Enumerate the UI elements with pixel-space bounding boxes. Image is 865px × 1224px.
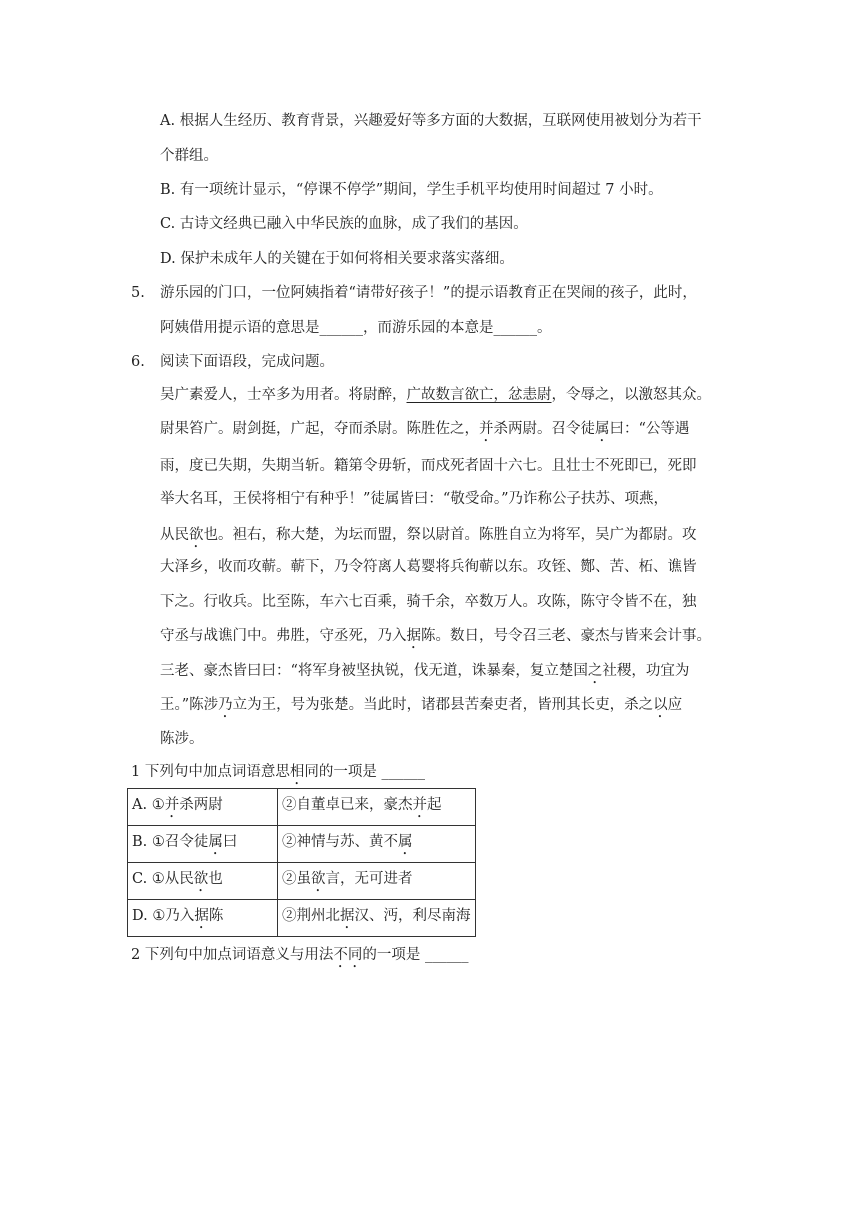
dotted-word: 属 bbox=[398, 834, 413, 850]
option-a-line1: A. 根据人生经历、教育背景，兴趣爱好等多方面的大数据，互联网使用被划分为若干 bbox=[160, 113, 702, 129]
option-cell-left bbox=[128, 900, 278, 937]
option-a-line2: 个群组。 bbox=[160, 148, 218, 164]
option-cell-left bbox=[128, 789, 278, 826]
passage-line: 守丞与战谯门中。弗胜，守丞死，乃入据陈。数日，号令召三老、豪杰与皆来会计事。 bbox=[160, 628, 711, 644]
options-table bbox=[127, 788, 476, 937]
sub-question-1: 1 下列句中加点词语意思相同的一项是 ______ bbox=[131, 764, 425, 780]
dotted-word: 据 bbox=[340, 908, 355, 924]
sub-question-2: 2 下列句中加点词语意义与用法不同的一项是 ______ bbox=[131, 947, 469, 963]
dotted-word: 相 bbox=[289, 764, 305, 780]
question-5-number: 5. bbox=[131, 285, 145, 301]
underlined-phrase: 广故数言欲亡，忿恚尉 bbox=[406, 387, 552, 403]
passage-line: 三老、豪杰皆曰曰：“将军身被坚执锐，伐无道，诛暴秦，复立楚国之社稷，功宜为 bbox=[160, 663, 690, 679]
cell-text: 曰 bbox=[222, 834, 238, 850]
dotted-word: 并 bbox=[164, 797, 180, 813]
passage-line: 雨，度已失期，失期当斩。籍第令毋斩，而戍死者固十六七。且壮士不死即已，死即 bbox=[160, 458, 697, 474]
dotted-word: 属 bbox=[595, 421, 610, 437]
option-c: C. 古诗文经典已融入中华民族的血脉，成了我们的基因。 bbox=[160, 216, 528, 232]
table-row bbox=[128, 863, 476, 900]
cell-text: ②虽 bbox=[282, 871, 311, 887]
cell-text: ②荆州北 bbox=[282, 908, 340, 924]
cell-text: 起 bbox=[427, 797, 442, 813]
cell-text: 言，无可进者 bbox=[325, 871, 413, 887]
option-cell-left bbox=[128, 826, 278, 863]
dotted-word: 欲 bbox=[311, 871, 326, 887]
table-row bbox=[128, 900, 476, 937]
cell-text: D. ①乃入 bbox=[132, 908, 195, 924]
option-d: D. 保护未成年人的关键在于如何将相关要求落实落细。 bbox=[160, 251, 514, 267]
option-cell-left bbox=[128, 863, 278, 900]
cell-text: B. ①召令徒 bbox=[132, 834, 209, 850]
passage-line: 陈涉。 bbox=[160, 731, 204, 747]
dotted-word: 据 bbox=[406, 628, 421, 644]
passage-line: 举大名耳，王侯将相宁有种乎！”徒属皆曰：“敬受命。”乃诈称公子扶苏、项燕， bbox=[160, 491, 668, 507]
option-b: B. 有一项统计显示，“停课不停学”期间，学生手机平均使用时间超过 7 小时。 bbox=[160, 182, 663, 198]
dotted-word: 并 bbox=[412, 797, 427, 813]
dotted-word: 不 bbox=[333, 947, 348, 963]
option-cell-right bbox=[278, 789, 476, 826]
option-cell-right bbox=[278, 900, 476, 937]
dotted-word: 以 bbox=[653, 697, 668, 713]
cell-text: 汉、沔，利尽南海 bbox=[354, 908, 471, 924]
dotted-word: 同 bbox=[347, 947, 363, 963]
passage-line: 大泽乡，收而攻蕲。蕲下，乃令符离人葛婴将兵徇蕲以东。攻铚、酂、苦、柘、谯皆 bbox=[160, 559, 697, 575]
table-row bbox=[128, 826, 476, 863]
dotted-word: 欲 bbox=[193, 871, 209, 887]
dotted-word: 并 bbox=[479, 421, 494, 437]
option-cell-right bbox=[278, 863, 476, 900]
cell-text: A. ① bbox=[132, 797, 165, 813]
cell-text: 杀两尉 bbox=[179, 797, 223, 813]
cell-text: 陈 bbox=[208, 908, 224, 924]
cell-text: ②神情与苏、黄不 bbox=[282, 834, 398, 850]
passage-line: 吴广素爱人，士卒多为用者。将尉醉，广故数言欲亡，忿恚尉，令辱之，以激怒其众。 bbox=[160, 387, 711, 403]
question-6-number: 6. bbox=[131, 354, 145, 370]
cell-text: C. ①从民 bbox=[132, 871, 194, 887]
dotted-word: 乃 bbox=[218, 697, 233, 713]
question-5-line1: 游乐园的门口，一位阿姨指着“请带好孩子！”的提示语教育正在哭闹的孩子，此时， bbox=[160, 285, 697, 301]
dotted-word: 属 bbox=[208, 834, 223, 850]
passage-line: 王。”陈涉乃立为王，号为张楚。当此时，诸郡县苦秦吏者，皆刑其长吏，杀之以应 bbox=[160, 697, 683, 713]
question-6-prompt: 阅读下面语段，完成问题。 bbox=[160, 354, 334, 370]
dotted-word: 之 bbox=[587, 663, 603, 679]
passage-line: 尉果笞广。尉剑挺，广起，夺而杀尉。陈胜佐之，并杀两尉。召令徒属曰：“公等遇 bbox=[160, 421, 690, 437]
option-cell-right bbox=[278, 826, 476, 863]
question-5-line2: 阿姨借用提示语的意思是______，而游乐园的本意是______。 bbox=[160, 320, 552, 336]
cell-text: ②自董卓已来，豪杰 bbox=[282, 797, 413, 813]
dotted-word: 据 bbox=[194, 908, 209, 924]
table-row bbox=[128, 789, 476, 826]
passage-line: 下之。行收兵。比至陈，车六七百乘，骑千余，卒数万人。攻陈，陈守令皆不在，独 bbox=[160, 594, 697, 610]
passage-line: 从民欲也。袒右，称大楚，为坛而盟，祭以尉首。陈胜自立为将军，吴广为都尉。攻 bbox=[160, 527, 697, 543]
dotted-word: 欲 bbox=[189, 527, 204, 543]
cell-text: 也 bbox=[208, 871, 223, 887]
